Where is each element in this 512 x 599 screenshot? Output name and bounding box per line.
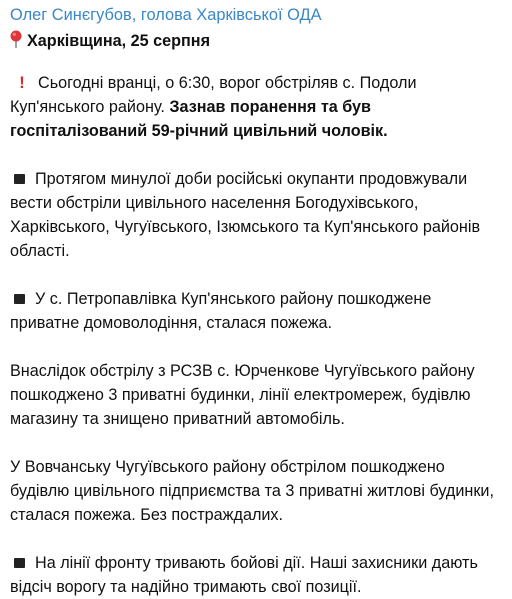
- square-icon: [14, 294, 25, 304]
- location-date: Харківщина, 25 серпня: [27, 32, 211, 50]
- paragraph-3-text: У с. Петропавлівка Куп'янського району пошкоджене приватне домоволодіння, сталася пожежа.: [10, 290, 432, 332]
- sender-name[interactable]: Олег Синєгубов, голова Харківської ОДА: [10, 6, 322, 24]
- location-date-line: [10, 28, 504, 53]
- round-pushpin-icon: [10, 30, 22, 48]
- paragraph-5: [10, 455, 504, 527]
- paragraph-4: [10, 359, 504, 431]
- paragraph-2-text: Протягом минулої доби російські окупанти продовжували вести обстріли цивільного населення Богодухівського, Харківського, Чугуївського, Ізюмського та Куп'янського районів області.: [10, 170, 481, 260]
- exclamation-icon: !: [19, 74, 25, 92]
- square-icon: [14, 174, 25, 184]
- paragraph-3: [10, 287, 504, 335]
- paragraph-1-text: Сьогодні вранці, о 6:30, ворог обстріляв с. Подоли Куп'янського району.: [10, 74, 417, 116]
- square-icon: [14, 558, 25, 568]
- paragraph-4-text: Внаслідок обстрілу з РСЗВ с. Юрченкове Чугуївського району пошкоджено 3 приватні будинки, лінії електромереж, будівлю магазину та знищено приватний автомобіль.: [10, 362, 475, 428]
- paragraph-6: [10, 551, 504, 599]
- paragraph-5-text: У Вовчанську Чугуївського району обстрілом пошкоджено будівлю цивільного підприємства та 3 приватні житлові будинки, сталася пожежа. Без постраждалих.: [10, 458, 494, 524]
- paragraph-1: [10, 71, 504, 143]
- paragraph-6-text: На лінії фронту тривають бойові дії. Наші захисники дають відсіч ворогу та надійно тримають свої позиції.: [10, 554, 478, 596]
- paragraph-2: [10, 167, 504, 263]
- paragraph-1-bold-text: Зазнав поранення та був госпіталізований 59-річний цивільний чоловік.: [10, 98, 388, 140]
